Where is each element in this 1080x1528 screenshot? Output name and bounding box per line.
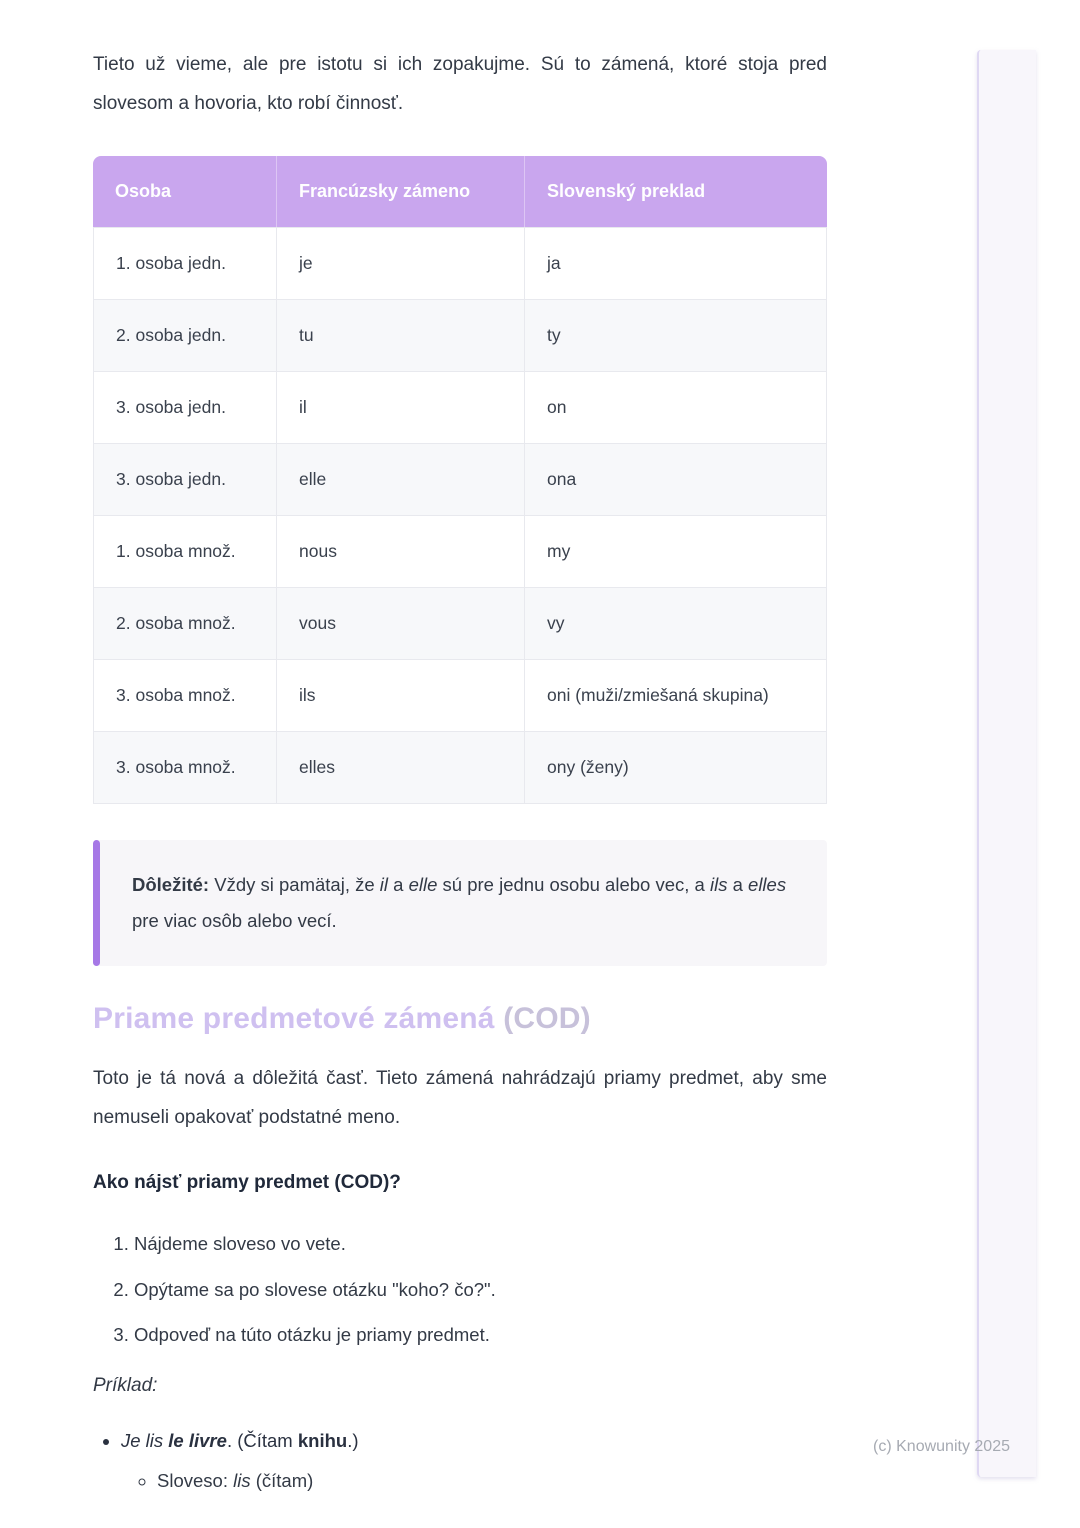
cell-person: 1. osoba množ. — [93, 516, 276, 588]
cell-slovak: on — [524, 372, 827, 444]
important-callout — [93, 840, 827, 966]
table-row — [93, 588, 827, 660]
column-header-slovensky-preklad: Slovenský preklad — [524, 156, 827, 227]
cell-slovak: oni (muži/zmiešaná skupina) — [524, 660, 827, 732]
cell-french: elle — [276, 444, 524, 516]
callout-label: Dôležité: — [132, 873, 210, 895]
cell-slovak: ty — [524, 300, 827, 372]
callout-accent-bar — [93, 840, 100, 966]
cell-person: 3. osoba množ. — [93, 660, 276, 732]
cell-french: je — [276, 227, 524, 300]
example-label: Príklad: — [93, 1375, 158, 1397]
table-row — [93, 444, 827, 516]
document-content — [93, 0, 827, 1495]
cell-slovak: ja — [524, 227, 827, 300]
example-sub-list — [121, 1467, 827, 1495]
section-heading-cod: Priame predmetové zámená (COD) — [93, 1002, 591, 1035]
next-page-edge — [977, 50, 1036, 1477]
cell-person: 3. osoba množ. — [93, 732, 276, 804]
table-row — [93, 372, 827, 444]
example-item: • Je lis le livre. (Čítam knihu.) ◦ Sloveso: lis (čítam) — [121, 1427, 827, 1495]
how-to-find-question: Ako nájsť priamy predmet (COD)? — [93, 1171, 401, 1193]
example-sub-item: ◦ Sloveso: lis (čítam) — [157, 1467, 827, 1495]
pronoun-table — [93, 156, 827, 804]
cell-slovak: vy — [524, 588, 827, 660]
cell-french: nous — [276, 516, 524, 588]
column-header-osoba: Osoba — [93, 156, 276, 227]
cell-person: 3. osoba jedn. — [93, 372, 276, 444]
step-item: 3. Odpoveď na túto otázku je priamy predmet. — [134, 1321, 827, 1349]
intro-paragraph: Tieto už vieme, ale pre istotu si ich zopakujme. Sú to zámená, ktoré stoja pred slovesom a hovoria, kto robí činnosť. — [93, 54, 827, 114]
cell-person: 2. osoba jedn. — [93, 300, 276, 372]
table-row — [93, 660, 827, 732]
cod-steps-list — [93, 1230, 827, 1349]
cod-intro-paragraph: Toto je tá nová a dôležitá časť. Tieto zámená nahrádzajú priamy predmet, aby sme nemuseli opakovať podstatné meno. — [93, 1068, 827, 1128]
table-header-row — [93, 156, 827, 227]
cell-slovak: ony (ženy) — [524, 732, 827, 804]
table-row — [93, 516, 827, 588]
cell-french: elles — [276, 732, 524, 804]
cell-person: 2. osoba množ. — [93, 588, 276, 660]
cell-french: vous — [276, 588, 524, 660]
table-row — [93, 227, 827, 300]
cell-french: il — [276, 372, 524, 444]
cell-slovak: my — [524, 516, 827, 588]
cell-slovak: ona — [524, 444, 827, 516]
step-item: 2. Opýtame sa po slovese otázku "koho? čo?". — [134, 1276, 827, 1304]
cell-person: 1. osoba jedn. — [93, 227, 276, 300]
example-list — [93, 1427, 827, 1495]
column-header-francuzsky-zameno: Francúzsky zámeno — [276, 156, 524, 227]
cell-french: ils — [276, 660, 524, 732]
copyright-footer: (c) Knowunity 2025 — [873, 1438, 1010, 1455]
heading-cod-abbrev: (COD) — [503, 1002, 591, 1035]
cell-french: tu — [276, 300, 524, 372]
table-row — [93, 300, 827, 372]
cell-person: 3. osoba jedn. — [93, 444, 276, 516]
step-item: 1. Nájdeme sloveso vo vete. — [134, 1230, 827, 1258]
callout-text: Dôležité: Vždy si pamätaj, že il a elle sú pre jednu osobu alebo vec, a ils a elles pre viac osôb alebo vecí. — [132, 873, 787, 931]
table-row — [93, 732, 827, 804]
